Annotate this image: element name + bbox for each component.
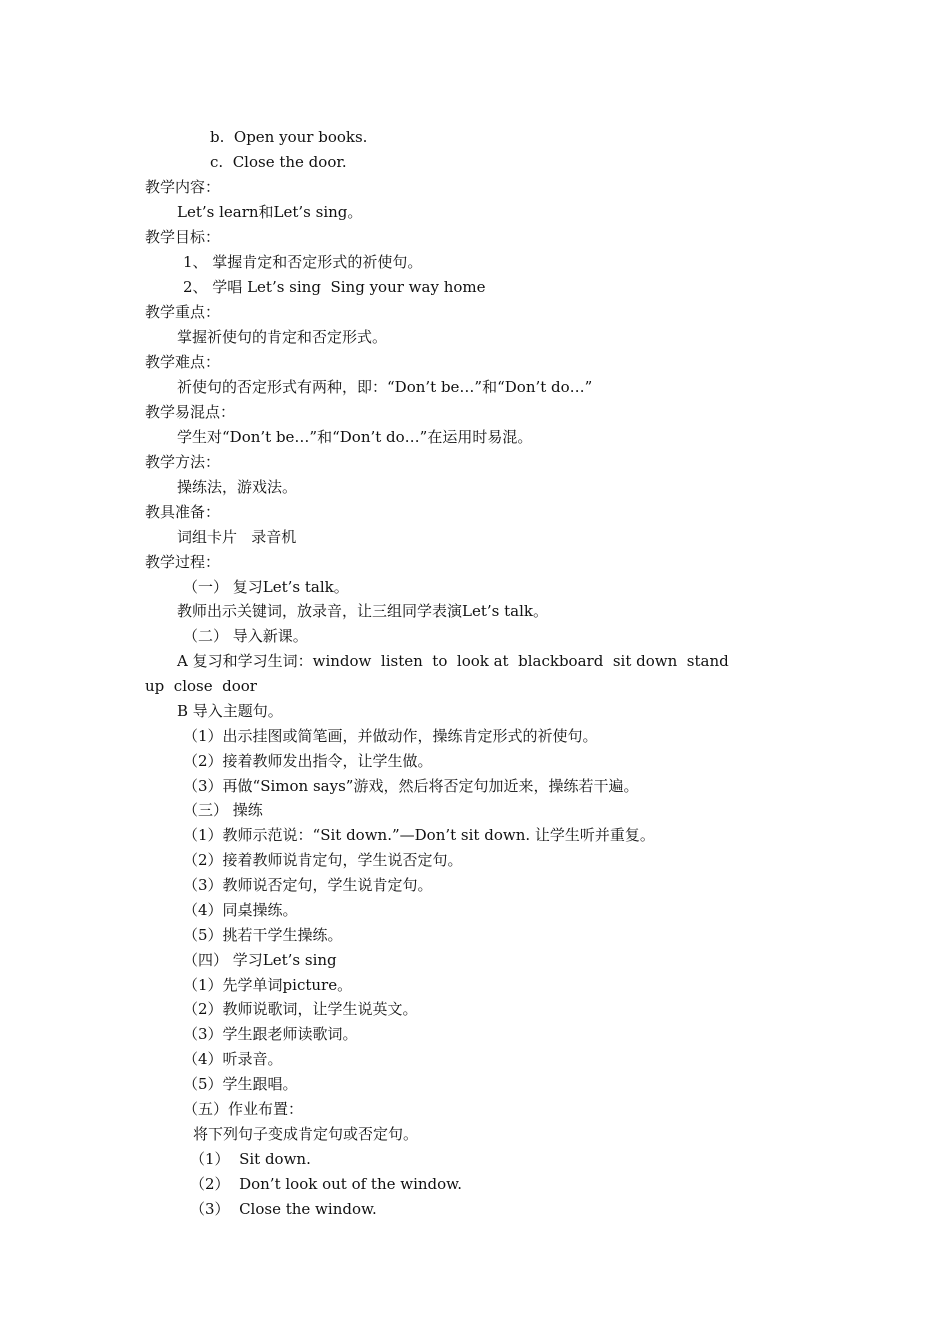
step-4-item-4: （4）听录音。 [183, 1050, 283, 1068]
step-5-title: （五）作业布置： [183, 1100, 304, 1118]
step-4-item-5: （5）学生跟唱。 [183, 1075, 298, 1093]
step-3-item-1: （1）教师示范说：“Sit down.”—Don’t sit down. 让学生听并重复。 [183, 826, 655, 844]
item-b-open-books: b. Open your books. [210, 128, 368, 146]
homework-item-3: （3） Close the window. [190, 1200, 377, 1218]
heading-confusing-points: 教学易混点： [145, 403, 236, 421]
step-2-b-title: B 导入主题句。 [177, 702, 283, 720]
step-2-item-2: （2）接着教师发出指令，让学生做。 [183, 752, 433, 770]
step-4-title: （四） 学习Let’s sing [183, 951, 337, 969]
heading-objectives: 教学目标： [145, 228, 221, 246]
heading-difficulties: 教学难点： [145, 353, 221, 371]
step-3-item-4: （4）同桌操练。 [183, 901, 298, 919]
objective-1: 1、 掌握肯定和否定形式的祈使句。 [183, 253, 423, 271]
methods-text: 操练法，游戏法。 [177, 478, 298, 496]
step-3-item-2: （2）接着教师说肯定句，学生说否定句。 [183, 851, 463, 869]
materials-text: 词组卡片 录音机 [177, 528, 297, 546]
step-2-vocab-continued: up close door [145, 677, 257, 695]
step-3-item-3: （3）教师说否定句，学生说肯定句。 [183, 876, 433, 894]
heading-key-points: 教学重点： [145, 303, 221, 321]
item-c-close-door: c. Close the door. [210, 153, 347, 171]
heading-content: 教学内容： [145, 178, 221, 196]
step-4-item-1: （1）先学单词picture。 [183, 976, 353, 994]
step-2-vocab-line: A 复习和学习生词：window listen to look at blackboard sit down stand [177, 652, 729, 670]
step-2-title: （二） 导入新课。 [183, 627, 308, 645]
heading-methods: 教学方法： [145, 453, 221, 471]
heading-materials: 教具准备： [145, 503, 221, 521]
step-3-title: （三） 操练 [183, 801, 263, 819]
heading-process: 教学过程： [145, 553, 221, 571]
content-text: Let’s learn和Let’s sing。 [177, 203, 363, 221]
step-4-item-3: （3）学生跟老师读歌词。 [183, 1025, 358, 1043]
objective-2: 2、 学唱 Let’s sing Sing your way home [183, 278, 486, 296]
key-points-text: 掌握祈使句的肯定和否定形式。 [177, 328, 388, 346]
difficulties-text: 祈使句的否定形式有两种，即：“Don’t be…”和“Don’t do…” [177, 378, 593, 396]
confusing-points-text: 学生对“Don’t be…”和“Don’t do…”在运用时易混。 [177, 428, 533, 446]
step-1-text: 教师出示关键词，放录音，让三组同学表演Let’s talk。 [177, 602, 548, 620]
homework-instruction: 将下列句子变成肯定句或否定句。 [193, 1125, 419, 1143]
homework-item-1: （1） Sit down. [190, 1150, 311, 1168]
homework-item-2: （2） Don’t look out of the window. [190, 1175, 463, 1193]
step-3-item-5: （5）挑若干学生操练。 [183, 926, 343, 944]
step-2-item-3: （3）再做“Simon says”游戏，然后将否定句加近来，操练若干遍。 [183, 777, 639, 795]
step-1-title: （一） 复习Let’s talk。 [183, 578, 349, 596]
step-4-item-2: （2）教师说歌词，让学生说英文。 [183, 1000, 418, 1018]
step-2-item-1: （1）出示挂图或简笔画，并做动作，操练肯定形式的祈使句。 [183, 727, 598, 745]
